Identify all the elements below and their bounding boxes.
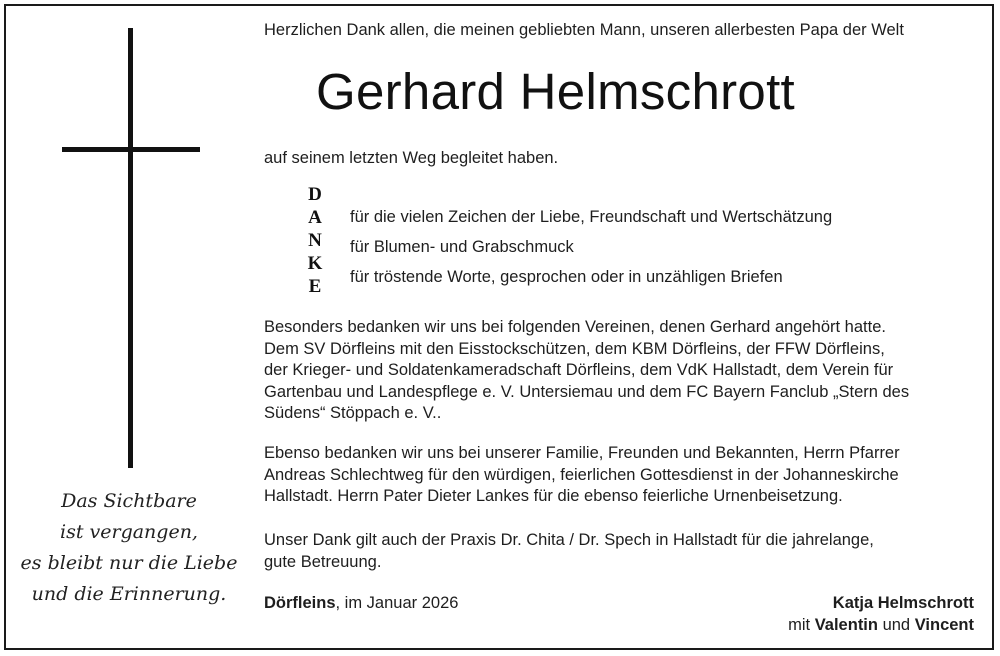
clubs-paragraph (264, 317, 909, 425)
paragraph-line: Ebenso bedanken wir uns bei unserer Familie, Freunden und Bekannten, Herrn Pfarrer (264, 444, 900, 462)
danke-letter: E (308, 276, 322, 297)
paragraph-line: Besonders bedanken wir uns bei folgenden Vereinen, denen Gerhard angehört hatte. (264, 318, 886, 336)
thanks-reasons-list (350, 207, 832, 297)
place-date (264, 593, 458, 615)
paragraph-line: der Krieger- und Soldatenkameradschaft Dörfleins, dem VdK Hallstadt, dem Verein für (264, 361, 894, 379)
intro-text: Herzlichen Dank allen, die meinen gebliebten Mann, unseren allerbesten Papa der Welt (264, 21, 904, 39)
memorial-quote (20, 486, 238, 610)
quote-line: ist vergangen, (60, 521, 198, 543)
cross-icon (128, 28, 133, 468)
quote-line: es bleibt nur die Liebe (20, 552, 238, 574)
paragraph-line: Hallstadt. Herrn Pater Dieter Lankes für die ebenso feierliche Urnenbeisetzung. (264, 487, 843, 505)
paragraph-line: Südens“ Stöppach e. V.. (264, 404, 442, 422)
paragraph-line: Andreas Schlechtweg für den würdigen, feierlichen Gottesdienst in der Johanneskirche (264, 465, 899, 484)
signature-block (788, 593, 974, 636)
place-town: Dörfleins (264, 594, 336, 612)
thanks-reason: für die vielen Zeichen der Liebe, Freundschaft und Wertschätzung (350, 208, 833, 226)
danke-vertical-word (300, 183, 330, 298)
child-name: Valentin (814, 615, 878, 634)
family-paragraph (264, 443, 900, 508)
danke-letter: D (308, 184, 322, 205)
signer-name: Katja Helmschrott (832, 594, 974, 612)
date-text: , im Januar 2026 (335, 594, 459, 612)
signer-children-line (788, 615, 974, 637)
with-word: mit (788, 615, 811, 634)
doctor-paragraph (264, 530, 874, 573)
quote-line: Das Sichtbare (61, 490, 197, 512)
paragraph-line: Gartenbau und Landespflege e. V. Untersiemau und dem FC Bayern Fanclub „Stern des (264, 382, 910, 401)
paragraph-line: Unser Dank gilt auch der Praxis Dr. Chita / Dr. Spech in Hallstadt für die jahrelange, (264, 531, 874, 549)
thanks-reason: für Blumen- und Grabschmuck (350, 238, 574, 256)
deceased-name: Gerhard Helmschrott (316, 63, 796, 120)
paragraph-line: gute Betreuung. (264, 552, 382, 571)
danke-letter: N (308, 230, 322, 251)
cross-bar (62, 147, 200, 152)
danke-letter: A (308, 207, 322, 228)
quote-line: und die Erinnerung. (31, 583, 227, 605)
intro-text-continued: auf seinem letzten Weg begleitet haben. (264, 149, 559, 167)
paragraph-line: Dem SV Dörfleins mit den Eisstockschützen, dem KBM Dörfleins, der FFW Dörfleins, (264, 339, 885, 358)
thanks-reason: für tröstende Worte, gesprochen oder in unzähligen Briefen (350, 268, 783, 286)
danke-letter: K (307, 253, 323, 274)
and-word: und (882, 615, 911, 634)
child-name: Vincent (914, 615, 974, 634)
